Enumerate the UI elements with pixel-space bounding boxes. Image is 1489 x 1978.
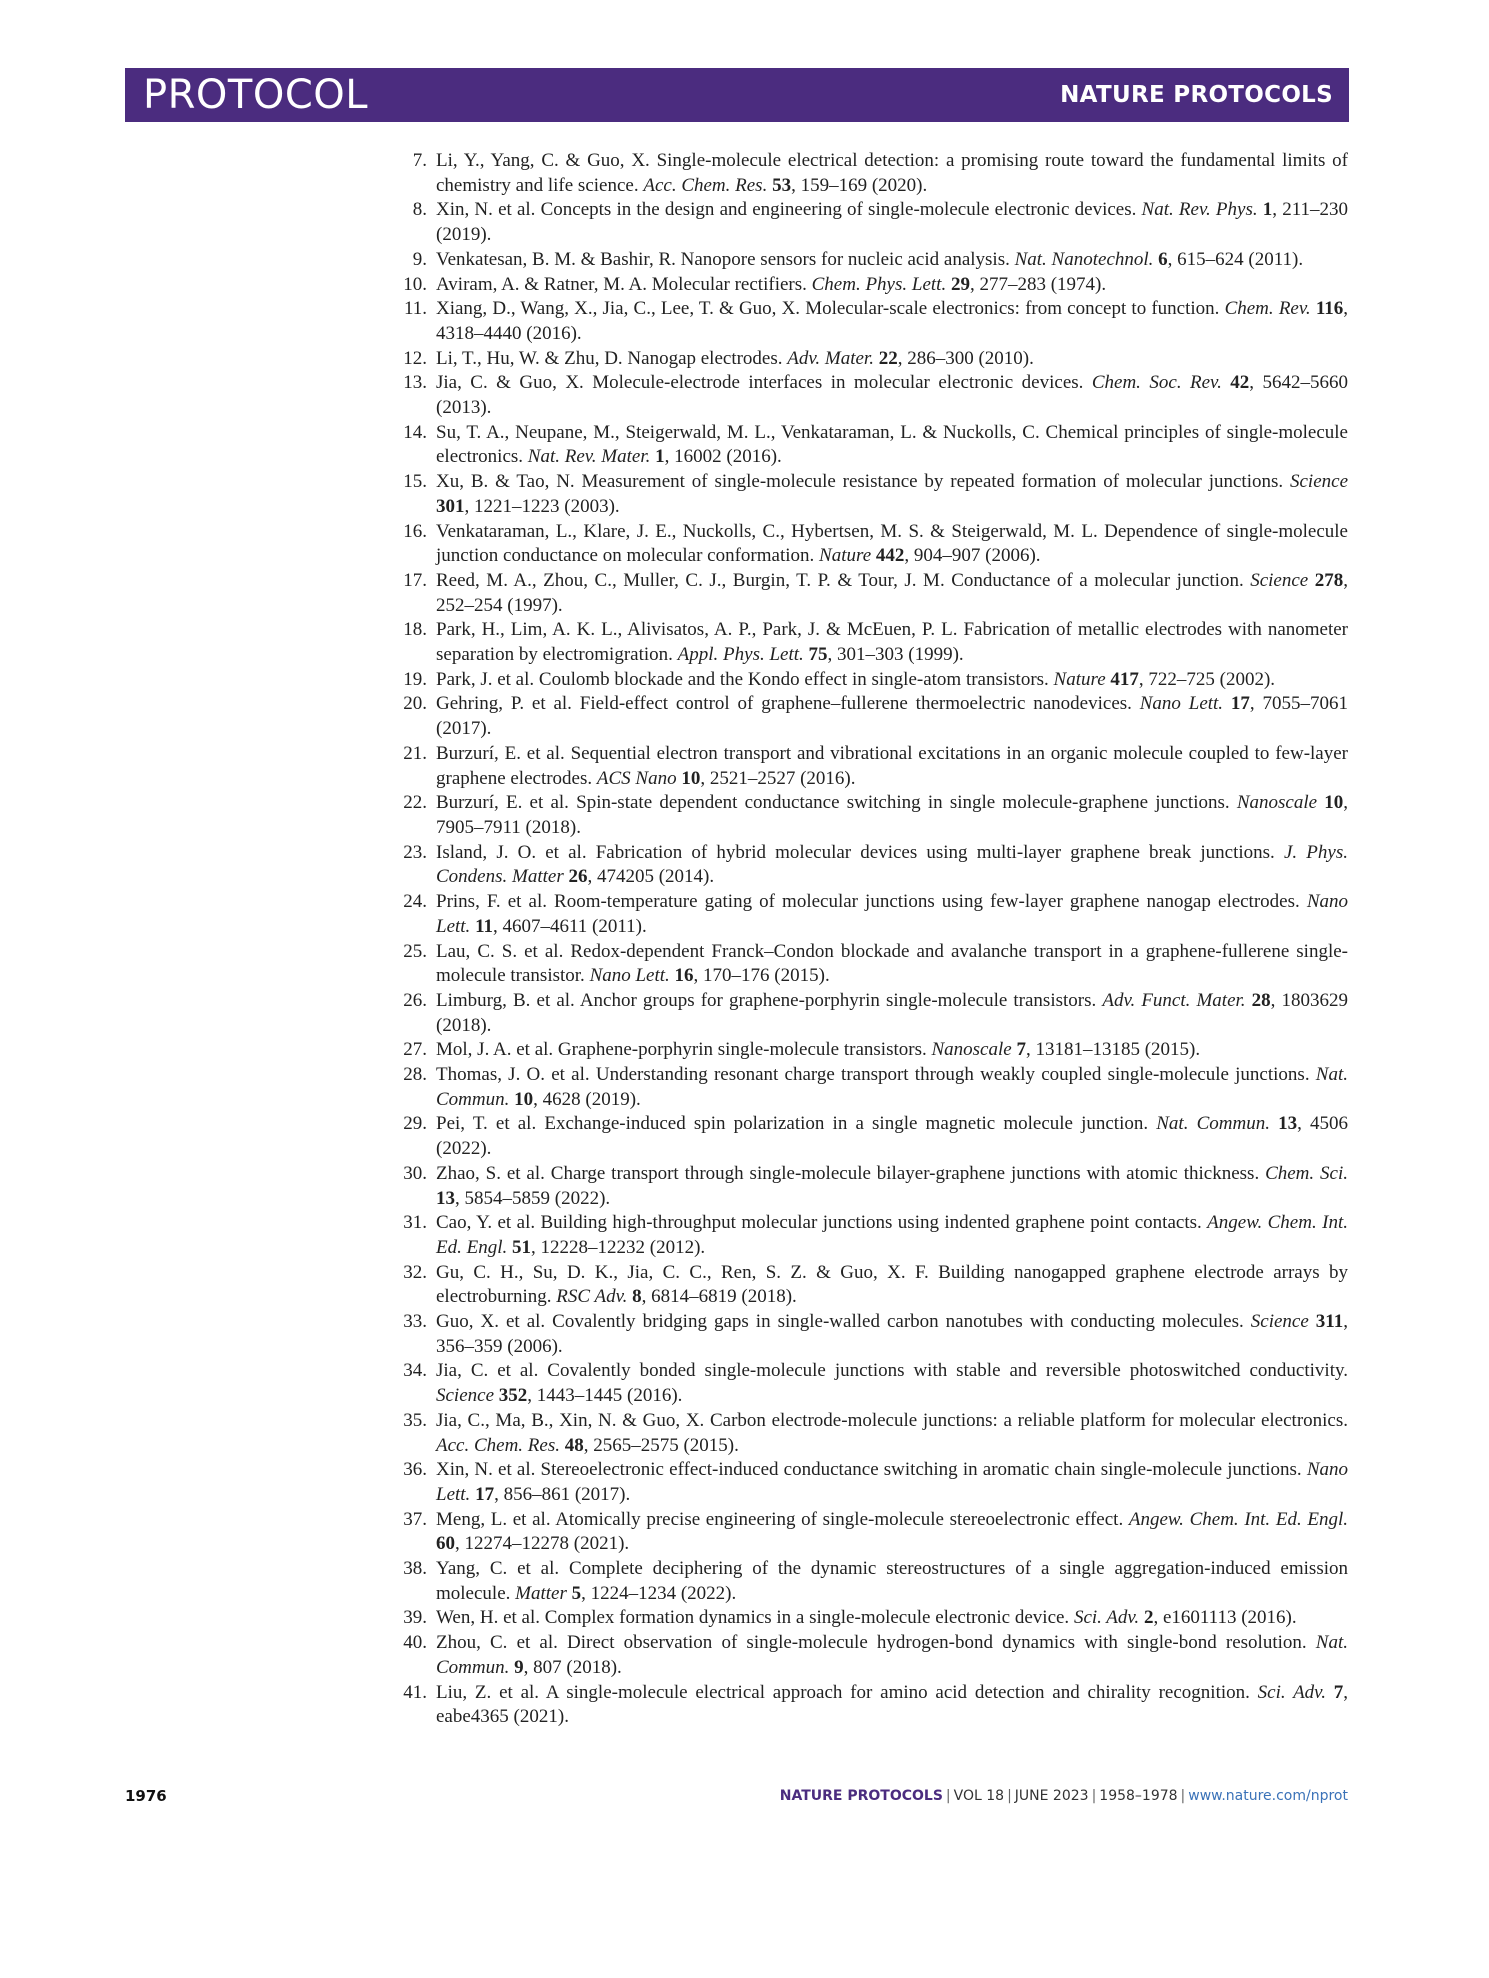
reference-text: Zhao, S. et al. Charge transport through single-molecule bilayer-graphene junctions with atomic thickness. [436,1162,1266,1184]
footer-separator: | [1180,1788,1186,1804]
reference-volume: 17 [475,1483,495,1505]
reference-text: Jia, C., Ma, B., Xin, N. & Guo, X. Carbon electrode-molecule junctions: a reliable platform for molecular electronics. [436,1409,1348,1431]
reference-list [393,149,1348,1730]
reference-text: , 5854–5859 (2022). [455,1187,611,1209]
reference-text: Meng, L. et al. Atomically precise engineering of single-molecule stereoelectronic effect. [436,1508,1129,1530]
reference-text: Li, T., Hu, W. & Zhu, D. Nanogap electrodes. [436,347,788,369]
reference-number: 36. [403,1459,427,1481]
reference-journal: Nature [819,545,872,567]
reference-volume: 29 [950,273,970,295]
reference-number: 40. [403,1632,427,1654]
reference-number: 39. [403,1607,427,1629]
reference-number: 30. [403,1162,427,1184]
reference-item [393,1310,1348,1359]
reference-volume: 13 [1278,1113,1298,1135]
reference-text: Burzurí, E. et al. Sequential electron transport and vibrational excitations in an organic molecule coupled to few-layer graphene electrodes. [436,742,1348,789]
reference-text: , 4628 (2019). [533,1088,641,1110]
reference-journal: Science [1289,471,1348,493]
section-label: PROTOCOL [143,72,369,118]
reference-volume: 11 [475,915,494,937]
reference-item [393,1038,1348,1063]
reference-text: Liu, Z. et al. A single-molecule electrical approach for amino acid detection and chirality recognition. [436,1681,1258,1703]
reference-journal: Science [1250,569,1309,591]
footer-date: JUNE 2023 [1014,1788,1089,1804]
reference-journal: Science [1250,1311,1309,1333]
reference-volume: 26 [568,866,588,888]
reference-text: Cao, Y. et al. Building high-throughput molecular junctions using indented graphene point contacts. [436,1212,1208,1234]
reference-text: Li, Y., Yang, C. & Guo, X. Single-molecule electrical detection: a promising route toward the fundamental limits of chemistry and life science. [436,150,1348,196]
reference-journal: Nature [1053,668,1106,690]
reference-number: 16. [403,520,427,542]
reference-item [393,470,1348,519]
reference-journal: Chem. Phys. Lett. [811,273,947,295]
reference-item [393,1631,1348,1680]
reference-number: 23. [403,841,427,863]
reference-journal: Matter [515,1582,567,1604]
reference-text: Xu, B. & Tao, N. Measurement of single-molecule resistance by repeated formation of molecular junctions. [436,471,1290,493]
reference-item [393,1681,1348,1730]
reference-text: , 474205 (2014). [587,866,715,888]
reference-volume: 311 [1315,1311,1344,1333]
reference-text: , eabe4365 (2021). [436,1681,1349,1728]
reference-journal: Nano Lett. [436,891,1348,937]
reference-journal: Acc. Chem. Res. [643,174,768,196]
reference-item [393,1606,1348,1631]
reference-text: , 16002 (2016). [664,446,782,468]
reference-volume: 417 [1110,668,1139,690]
reference-journal: Appl. Phys. Lett. [677,644,804,666]
reference-number: 26. [403,989,427,1011]
reference-text: , 4318–4440 (2016). [436,298,1349,344]
reference-text: Su, T. A., Neupane, M., Steigerwald, M. L., Venkataraman, L. & Nuckolls, C. Chemical principles of single-molecule electronics. [436,421,1348,468]
reference-item [393,1112,1348,1161]
reference-journal: Sci. Adv. [1073,1607,1140,1629]
reference-journal: Nat. Rev. Mater. [527,446,651,468]
reference-text: Thomas, J. O. et al. Understanding resonant charge transport through weakly coupled single-molecule junctions. [436,1064,1316,1086]
reference-volume: 16 [674,965,694,987]
reference-number: 41. [403,1681,427,1703]
reference-number: 15. [403,471,427,493]
reference-number: 21. [403,742,427,764]
footer-citation [780,1788,1348,1804]
reference-text: , 277–283 (1974). [969,273,1107,295]
reference-number: 27. [403,1039,427,1061]
reference-text: , 6814–6819 (2018). [641,1286,797,1308]
reference-text: Park, J. et al. Coulomb blockade and the Kondo effect in single-atom transistors. [436,668,1054,690]
reference-text: Burzurí, E. et al. Spin-state dependent conductance switching in single molecule-graphene junctions. [436,792,1237,814]
header-bar [125,68,1349,122]
footer-journal: NATURE PROTOCOLS [779,1788,943,1804]
reference-journal: Nat. Commun. [1156,1113,1270,1135]
journal-name: NATURE PROTOCOLS [1060,82,1333,108]
reference-number: 37. [403,1508,427,1530]
reference-volume: 10 [514,1088,534,1110]
reference-journal: Chem. Soc. Rev. [1091,372,1222,394]
reference-journal: Adv. Mater. [787,347,874,369]
reference-item [393,371,1348,420]
reference-text: Jia, C. et al. Covalently bonded single-molecule junctions with stable and reversible photoswitched conductivity. [436,1360,1348,1382]
reference-text: , 1221–1223 (2003). [464,495,620,517]
reference-journal: Nat. Nanotechnol. [1014,248,1154,270]
reference-journal: Adv. Funct. Mater. [1102,989,1246,1011]
reference-text: , 5642–5660 (2013). [436,372,1348,419]
reference-number: 11. [403,298,427,320]
reference-item [393,421,1348,470]
reference-journal: Nano Lett. [589,965,670,987]
reference-number: 24. [403,891,427,913]
reference-text: Zhou, C. et al. Direct observation of single-molecule hydrogen-bond dynamics with single-bond resolution. [436,1632,1316,1654]
reference-volume: 42 [1230,372,1250,394]
reference-volume: 17 [1230,693,1250,715]
reference-volume: 53 [772,174,792,196]
reference-number: 28. [403,1064,427,1086]
page-number: 1976 [125,1787,167,1805]
reference-text: Xiang, D., Wang, X., Jia, C., Lee, T. & Guo, X. Molecular-scale electronics: from concept to function. [436,298,1225,320]
reference-number: 34. [403,1360,427,1382]
reference-number: 10. [403,273,427,295]
reference-number: 18. [403,619,427,641]
reference-volume: 7 [1333,1681,1344,1703]
reference-text: Mol, J. A. et al. Graphene-porphyrin single-molecule transistors. [436,1039,932,1061]
reference-text: Island, J. O. et al. Fabrication of hybrid molecular devices using multi-layer graphene break junctions. [436,841,1284,863]
reference-text: Jia, C. & Guo, X. Molecule-electrode interfaces in molecular electronic devices. [436,372,1092,394]
footer-url-link[interactable]: www.nature.com/nprot [1188,1788,1348,1804]
reference-text: , 807 (2018). [523,1656,622,1678]
reference-text: Prins, F. et al. Room-temperature gating of molecular junctions using few-layer graphene nanogap electrodes. [436,891,1307,913]
reference-volume: 1 [655,446,665,468]
reference-item [393,520,1348,569]
footer-separator: | [1007,1788,1012,1804]
reference-volume: 116 [1315,298,1344,320]
reference-text: , 211–230 (2019). [436,199,1348,246]
reference-text [1309,1311,1316,1332]
reference-text: , 7905–7911 (2018). [436,792,1348,838]
reference-journal: Sci. Adv. [1257,1681,1326,1703]
reference-text: , 159–169 (2020). [791,174,928,196]
reference-volume: 10 [681,767,701,789]
reference-text: , 170–176 (2015). [693,965,830,987]
reference-item [393,1359,1348,1408]
reference-text: , 722–725 (2002). [1138,668,1276,690]
reference-text: Wen, H. et al. Complex formation dynamics in a single-molecule electronic device. [436,1607,1074,1629]
reference-text: Venkatesan, B. M. & Bashir, R. Nanopore sensors for nucleic acid analysis. [436,248,1015,270]
reference-text: , 904–907 (2006). [904,545,1041,567]
reference-text: , 615–624 (2011). [1167,248,1304,270]
reference-journal: Nat. Commun. [436,1632,1348,1678]
reference-item [393,1162,1348,1211]
reference-text: , 1224–1234 (2022). [581,1582,737,1604]
reference-text: Yang, C. et al. Complete deciphering of the dynamic stereostructures of a single aggregation-induced emission molecule. [436,1558,1348,1604]
reference-number: 19. [403,668,427,690]
reference-text: Aviram, A. & Ratner, M. A. Molecular rectifiers. [436,273,812,295]
reference-item [393,248,1348,273]
reference-number: 14. [403,421,427,443]
reference-volume: 6 [1158,248,1168,270]
reference-volume: 75 [808,644,828,666]
reference-volume: 9 [514,1656,524,1678]
reference-number: 13. [403,372,427,394]
reference-item [393,569,1348,618]
reference-journal: Nano Lett. [1139,693,1224,715]
reference-item [393,1458,1348,1507]
reference-text: , 301–303 (1999). [827,644,964,666]
reference-volume: 352 [498,1385,528,1407]
reference-number: 20. [403,693,427,715]
reference-number: 38. [403,1558,427,1580]
reference-volume: 2 [1143,1607,1154,1629]
reference-volume: 5 [571,1582,582,1604]
reference-number: 33. [403,1311,427,1333]
reference-number: 29. [403,1113,427,1135]
reference-text: Gu, C. H., Su, D. K., Jia, C. C., Ren, S. Z. & Guo, X. F. Building nanogapped graphene electrode arrays by electroburning. [436,1261,1348,1308]
reference-text: , 13181–13185 (2015). [1025,1039,1201,1061]
reference-text: , 356–359 (2006). [436,1311,1348,1357]
reference-journal: Nano Lett. [436,1459,1348,1505]
reference-journal: Angew. Chem. Int. Ed. Engl. [436,1212,1348,1258]
reference-number: 32. [403,1261,427,1283]
footer-volume: VOL 18 [953,1788,1005,1804]
reference-text: , 1443–1445 (2016). [527,1385,683,1407]
reference-item [393,618,1348,667]
reference-text: , 2521–2527 (2016). [700,767,856,789]
footer-separator: | [1091,1788,1097,1804]
reference-item [393,1211,1348,1260]
reference-number: 25. [403,940,427,962]
reference-text: Venkataraman, L., Klare, J. E., Nuckolls, C., Hybertsen, M. S. & Steigerwald, M. L. Dependence of single-molecule junction conductance on molecular conformation. [436,520,1348,567]
reference-volume: 22 [878,347,898,369]
reference-item [393,1409,1348,1458]
reference-item [393,989,1348,1038]
reference-text: , e1601113 (2016). [1153,1607,1297,1629]
reference-volume: 278 [1314,569,1344,591]
reference-item [393,841,1348,890]
reference-text [1326,1682,1334,1703]
reference-item [393,890,1348,939]
reference-item [393,149,1348,198]
reference-item [393,347,1348,372]
reference-item [393,1557,1348,1606]
reference-number: 8. [412,199,427,221]
reference-text [1270,1113,1278,1134]
reference-journal: Chem. Rev. [1224,298,1311,320]
reference-journal: Science [436,1385,495,1407]
footer-separator: | [945,1788,951,1804]
reference-item [393,791,1348,840]
reference-item [393,297,1348,346]
reference-journal: Nat. Rev. Phys. [1141,199,1258,221]
reference-number: 31. [403,1212,427,1234]
reference-number: 35. [403,1409,427,1431]
reference-journal: RSC Adv. [556,1286,628,1308]
reference-volume: 28 [1251,989,1271,1011]
reference-volume: 51 [512,1236,531,1258]
reference-text: Park, H., Lim, A. K. L., Alivisatos, A. P., Park, J. & McEuen, P. L. Fabrication of metallic electrodes with nanometer separation by electromigration. [436,619,1348,666]
reference-volume: 60 [436,1533,455,1555]
reference-text: , 4506 (2022). [436,1113,1348,1160]
reference-item [393,273,1348,298]
reference-volume: 301 [436,495,465,517]
reference-journal: Nanoscale [1236,792,1318,814]
reference-volume: 7 [1016,1039,1026,1061]
reference-volume: 48 [564,1434,584,1456]
reference-item [393,940,1348,989]
reference-number: 22. [403,792,427,814]
reference-text: , 7055–7061 (2017). [436,693,1348,740]
footer-pages: 1958–1978 [1099,1788,1178,1804]
reference-volume: 10 [1324,792,1344,814]
reference-text: Pei, T. et al. Exchange-induced spin polarization in a single magnetic molecule junction. [436,1113,1157,1135]
reference-number: 12. [403,347,427,369]
reference-journal: J. Phys. Condens. Matter [436,841,1348,888]
reference-journal: Nanoscale [931,1039,1012,1061]
reference-text: , 286–300 (2010). [897,347,1034,369]
reference-item [393,742,1348,791]
reference-text: , 12228–12232 (2012). [531,1236,706,1258]
reference-text: Gehring, P. et al. Field-effect control of graphene–fullerene thermoelectric nanodevices. [436,693,1140,715]
reference-item [393,198,1348,247]
reference-text: , 1803629 (2018). [436,989,1348,1036]
reference-text: , 2565–2575 (2015). [583,1434,739,1456]
reference-text: Xin, N. et al. Concepts in the design and engineering of single-molecule electronic devices. [436,199,1142,221]
reference-text [1223,693,1231,714]
reference-number: 9. [412,248,427,270]
reference-journal: Nat. Commun. [436,1064,1348,1110]
reference-journal: Angew. Chem. Int. Ed. Engl. [1128,1508,1348,1530]
reference-item [393,668,1348,693]
reference-text: , 252–254 (1997). [436,569,1348,616]
reference-text: , 4607–4611 (2011). [493,915,647,937]
reference-item [393,1508,1348,1557]
reference-text: Limburg, B. et al. Anchor groups for graphene-porphyrin single-molecule transistors. [436,989,1103,1011]
reference-journal: Acc. Chem. Res. [436,1434,560,1456]
reference-text: Reed, M. A., Zhou, C., Muller, C. J., Burgin, T. P. & Tour, J. M. Conductance of a molecular junction. [436,569,1251,591]
reference-volume: 442 [875,545,905,567]
reference-item [393,692,1348,741]
reference-text: , 12274–12278 (2021). [455,1533,630,1555]
reference-text: Lau, C. S. et al. Redox-dependent Franck–Condon blockade and avalanche transport in a graphene-fullerene single-molecule transistor. [436,940,1348,987]
reference-text: Xin, N. et al. Stereoelectronic effect-induced conductance switching in aromatic chain single-molecule junctions. [436,1459,1307,1481]
reference-volume: 13 [436,1187,455,1209]
reference-volume: 8 [632,1286,642,1308]
reference-journal: Chem. Sci. [1265,1162,1348,1184]
reference-journal: ACS Nano [596,767,677,789]
reference-item [393,1261,1348,1310]
reference-number: 17. [403,569,427,591]
reference-item [393,1063,1348,1112]
reference-text: , 856–861 (2017). [494,1483,631,1505]
reference-text: Guo, X. et al. Covalently bridging gaps in single-walled carbon nanotubes with conducting molecules. [436,1311,1251,1333]
reference-number: 7. [412,150,427,171]
reference-volume: 1 [1262,199,1273,221]
